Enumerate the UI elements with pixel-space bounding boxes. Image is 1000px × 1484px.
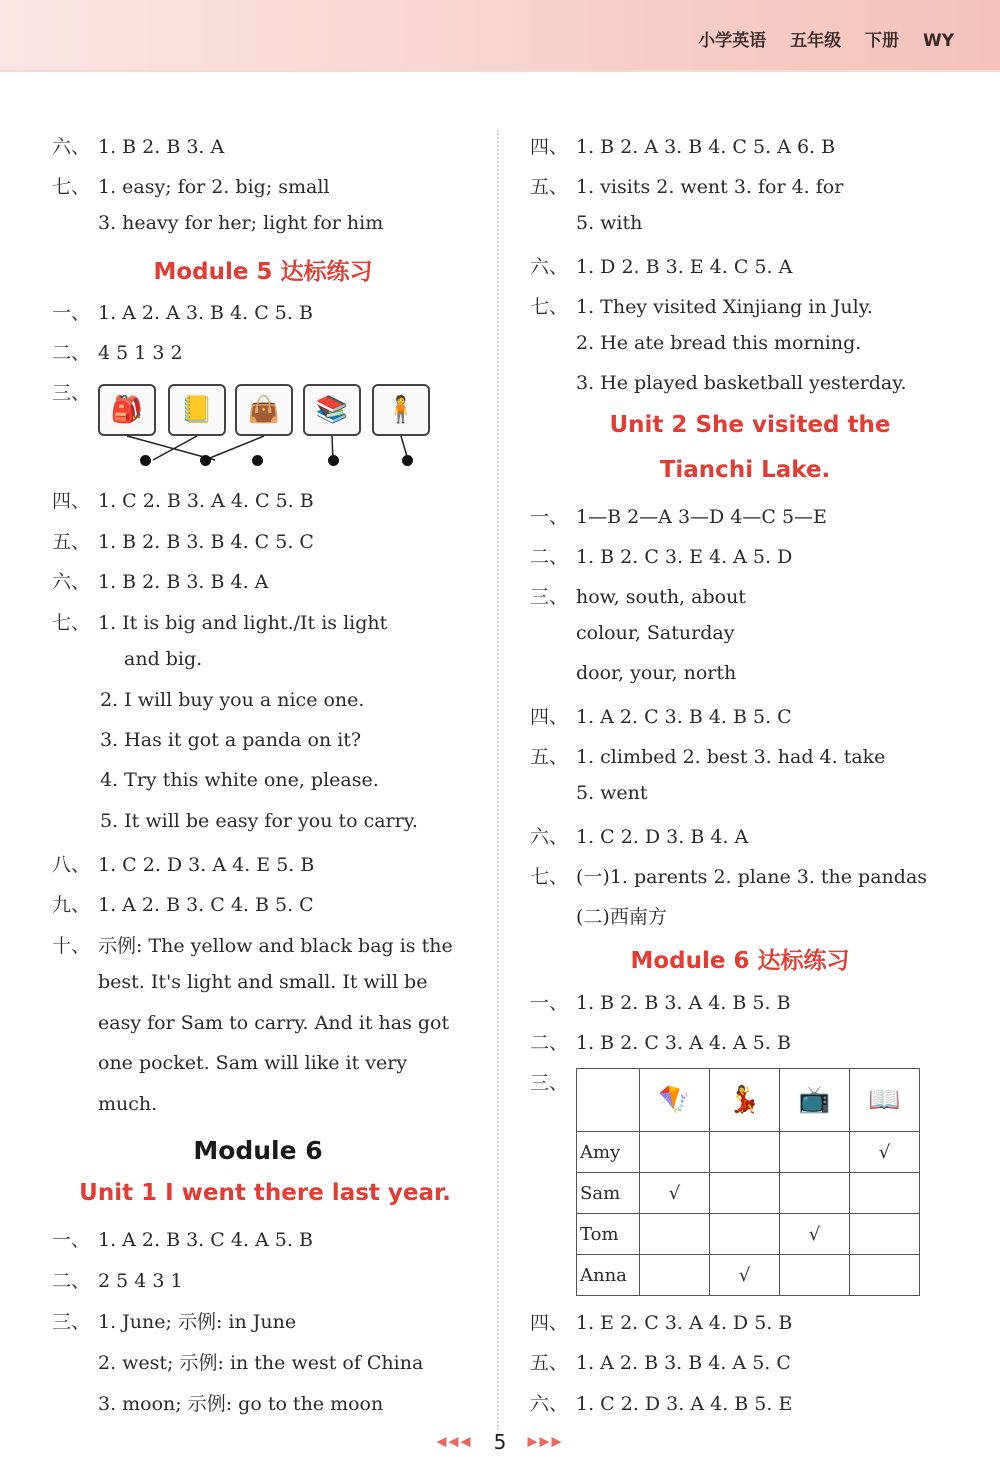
answer-line: 六、 1. C 2. D 3. B 4. A: [530, 826, 749, 848]
row-name: Sam: [577, 1173, 640, 1214]
check-cell: [850, 1173, 920, 1214]
answer-line: 四、 1. E 2. C 3. A 4. D 5. B: [530, 1312, 793, 1334]
answer-line: 六、 1. C 2. D 3. A 4. B 5. E: [530, 1393, 793, 1415]
shelf-picture: 📚: [303, 384, 361, 436]
answer-line: 六、 1. B 2. B 3. B 4. A: [52, 571, 269, 593]
table-header-row: [577, 1069, 920, 1132]
answer-line: 七、 1. They visited Xinjiang in July.: [530, 296, 873, 318]
answer-line: 六、 1. D 2. B 3. E 4. C 5. A: [530, 256, 793, 278]
page-footer: [0, 1430, 1000, 1460]
answer-line: 四、 1. C 2. B 3. A 4. C 5. B: [52, 490, 314, 512]
answer-line: 四、 1. A 2. C 3. B 4. B 5. C: [530, 706, 792, 728]
answer-line: 三、 how, south, about: [530, 586, 746, 608]
check-cell: [850, 1255, 920, 1296]
answer-line: 3. moon; 示例: go to the moon: [98, 1393, 384, 1415]
answer-line: 八、 1. C 2. D 3. A 4. E 5. B: [52, 854, 315, 876]
check-cell: √: [640, 1173, 710, 1214]
check-cell: [640, 1214, 710, 1255]
row-name: Anna: [577, 1255, 640, 1296]
match-dot: [402, 455, 413, 466]
answer-line: easy for Sam to carry. And it has got: [98, 1012, 450, 1034]
answer-line: 四、 1. B 2. A 3. B 4. C 5. A 6. B: [530, 136, 836, 158]
answer-line: 五、 1. B 2. B 3. B 4. C 5. C: [52, 531, 314, 553]
kite-picture: 🪁: [640, 1069, 710, 1132]
check-cell: [640, 1255, 710, 1296]
match-dot: [200, 455, 211, 466]
check-cell: √: [850, 1132, 920, 1173]
grade: 五年级: [790, 31, 842, 51]
row-name: Tom: [577, 1214, 640, 1255]
table-row: [577, 1173, 920, 1214]
bag-picture: 👜: [235, 384, 293, 436]
answer-line: 五、 1. A 2. B 3. B 4. A 5. C: [530, 1352, 791, 1374]
answer-line: 三、: [52, 382, 91, 404]
backpack-picture: 🎒: [98, 384, 156, 436]
table-row: [577, 1214, 920, 1255]
prev-arrows-icon: ◀◀◀: [436, 1434, 473, 1450]
answer-line: best. It's light and small. It will be: [98, 971, 428, 993]
answer-line: colour, Saturday: [576, 622, 735, 644]
subject: 小学英语: [698, 31, 767, 51]
answer-line: much.: [98, 1093, 158, 1115]
answer-line: 二、 1. B 2. C 3. E 4. A 5. D: [530, 546, 793, 568]
match-dot: [252, 455, 263, 466]
answer-line: 六、 1. B 2. B 3. A: [52, 136, 225, 158]
module6-practice-title: Module 6 达标练习: [630, 948, 850, 974]
answer-line: 七、 1. It is big and light./It is light: [52, 612, 388, 634]
person-picture: 🧍: [372, 384, 430, 436]
answer-line: 二、 1. B 2. C 3. A 4. A 5. B: [530, 1032, 791, 1054]
next-arrows-icon: ▶▶▶: [527, 1434, 564, 1450]
answer-line: 5. went: [576, 782, 648, 804]
check-cell: [710, 1132, 780, 1173]
answer-line: 五、 1. climbed 2. best 3. had 4. take: [530, 746, 886, 768]
unit2-title-line1: Unit 2 She visited the: [609, 412, 891, 438]
answer-line: 一、 1. A 2. B 3. C 4. A 5. B: [52, 1229, 313, 1251]
unit1-title: Unit 1 I went there last year.: [79, 1180, 451, 1206]
answer-line: 七、 (一)1. parents 2. plane 3. the pandas: [530, 866, 928, 888]
edition: WY: [922, 31, 954, 51]
answer-line: 十、 示例: The yellow and black bag is the: [52, 935, 453, 957]
answer-line: door, your, north: [576, 662, 737, 684]
answer-line: 2. I will buy you a nice one.: [100, 689, 365, 711]
answer-line: 3. He played basketball yesterday.: [576, 372, 907, 394]
check-cell: [780, 1132, 850, 1173]
answer-line: 一、 1. A 2. A 3. B 4. C 5. B: [52, 302, 313, 324]
row-name: Amy: [577, 1132, 640, 1173]
answer-line: 3. Has it got a panda on it?: [100, 729, 362, 751]
check-cell: [780, 1255, 850, 1296]
table-corner-cell: [577, 1069, 640, 1132]
activity-table: [576, 1068, 920, 1296]
answer-line: 三、 1. June; 示例: in June: [52, 1311, 297, 1333]
answer-line: 七、 1. easy; for 2. big; small: [52, 176, 330, 198]
answer-line: 三、: [530, 1072, 569, 1094]
match-dot: [140, 455, 151, 466]
page-header: [0, 0, 1000, 72]
match-dot: [328, 455, 339, 466]
answer-line: (二)西南方: [576, 906, 667, 928]
tv-picture: 📺: [780, 1069, 850, 1132]
answer-line: 二、 4 5 1 3 2: [52, 342, 183, 364]
answer-line: 4. Try this white one, please.: [100, 769, 379, 791]
answer-line: 5. It will be easy for you to carry.: [100, 810, 418, 832]
book-meta: [680, 26, 954, 51]
matching-pictures: [98, 384, 438, 474]
answer-line: 2. He ate bread this morning.: [576, 332, 862, 354]
unit2-title-line2: Tianchi Lake.: [659, 457, 831, 483]
reading-picture: 📖: [850, 1069, 920, 1132]
check-cell: [850, 1214, 920, 1255]
column-divider: [497, 130, 499, 1430]
check-cell: √: [710, 1255, 780, 1296]
table-row: [577, 1132, 920, 1173]
answer-line: one pocket. Sam will like it very: [98, 1052, 408, 1074]
check-cell: [640, 1132, 710, 1173]
module6-title: Module 6: [193, 1136, 323, 1165]
page-number: 5: [493, 1430, 507, 1454]
answer-line: 5. with: [576, 212, 643, 234]
check-cell: √: [780, 1214, 850, 1255]
answer-line: 九、 1. A 2. B 3. C 4. B 5. C: [52, 894, 314, 916]
answer-line: 五、 1. visits 2. went 3. for 4. for: [530, 176, 844, 198]
volume: 下册: [865, 31, 900, 51]
notebook-picture: 📒: [168, 384, 226, 436]
dance-picture: 💃: [710, 1069, 780, 1132]
check-cell: [710, 1214, 780, 1255]
table-row: [577, 1255, 920, 1296]
check-cell: [710, 1173, 780, 1214]
answer-line: and big.: [124, 648, 203, 670]
answer-line: 一、 1—B 2—A 3—D 4—C 5—E: [530, 506, 827, 528]
module5-practice-title: Module 5 达标练习: [153, 259, 373, 285]
answer-line: 二、 2 5 4 3 1: [52, 1270, 183, 1292]
answer-line: 2. west; 示例: in the west of China: [98, 1352, 424, 1374]
answer-line: 一、 1. B 2. B 3. A 4. B 5. B: [530, 992, 791, 1014]
answer-line: 3. heavy for her; light for him: [98, 212, 384, 234]
check-cell: [780, 1173, 850, 1214]
